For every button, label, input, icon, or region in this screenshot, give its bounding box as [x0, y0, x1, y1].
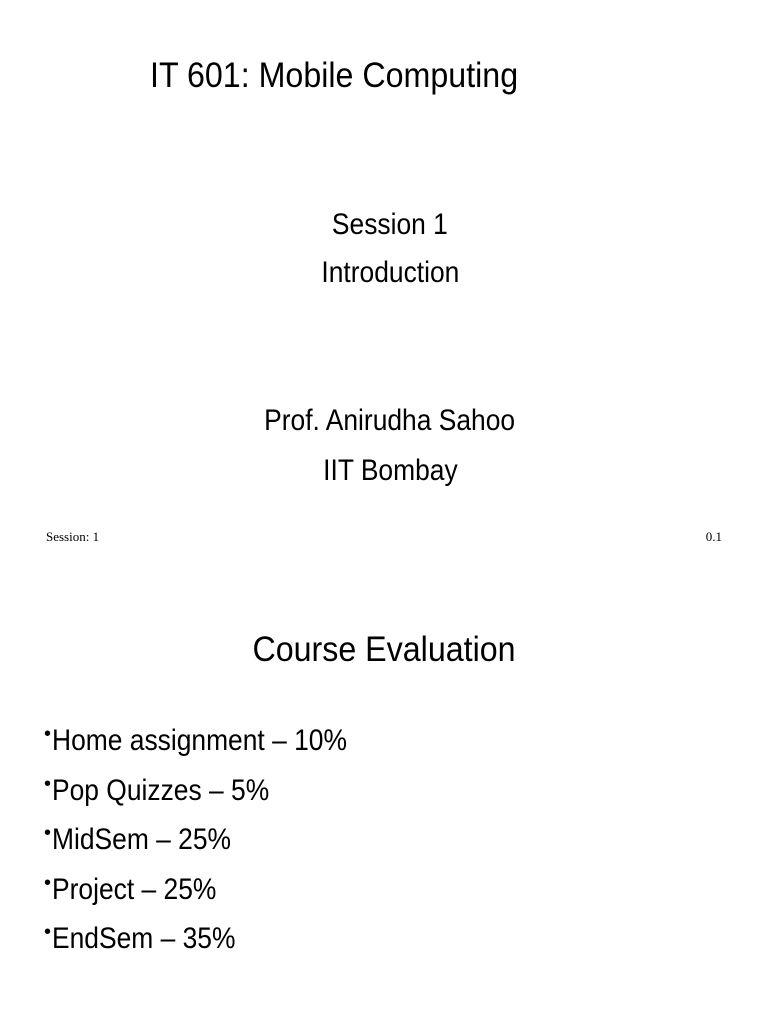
list-item	[44, 813, 387, 863]
list-item	[44, 863, 387, 913]
list-item-text: Pop Quizzes – 5%	[52, 773, 270, 807]
evaluation-title-text: Course Evaluation	[252, 630, 516, 669]
list-item-text: Project – 25%	[52, 872, 217, 906]
bullet-icon: •	[44, 723, 52, 745]
evaluation-list	[44, 714, 387, 962]
bullet-icon: •	[44, 871, 52, 894]
presenter-name: Prof. Anirudha Sahoo	[264, 404, 516, 437]
list-item	[44, 912, 387, 962]
topic-line	[0, 256, 768, 290]
list-item-text: MidSem – 25%	[52, 823, 232, 856]
list-item	[44, 764, 387, 814]
list-item-text: EndSem – 35%	[52, 922, 236, 955]
list-item-text: Home assignment – 10%	[52, 724, 347, 757]
footer-slide-number: 0.1	[705, 529, 722, 544]
slide-2	[0, 560, 768, 1024]
institution-name: IIT Bombay	[322, 454, 458, 487]
presenter-line	[0, 404, 768, 438]
institution-line	[0, 454, 768, 488]
session-label: Session 1	[332, 208, 448, 241]
bullet-icon: •	[44, 822, 52, 844]
list-item	[44, 714, 387, 764]
bullet-icon: •	[44, 921, 52, 943]
footer-session: Session: 1	[46, 529, 100, 544]
bullet-icon: •	[44, 772, 52, 795]
session-line	[0, 208, 768, 242]
topic-label: Introduction	[321, 256, 459, 289]
evaluation-title	[0, 630, 768, 670]
course-title: IT 601: Mobile Computing	[150, 56, 519, 95]
